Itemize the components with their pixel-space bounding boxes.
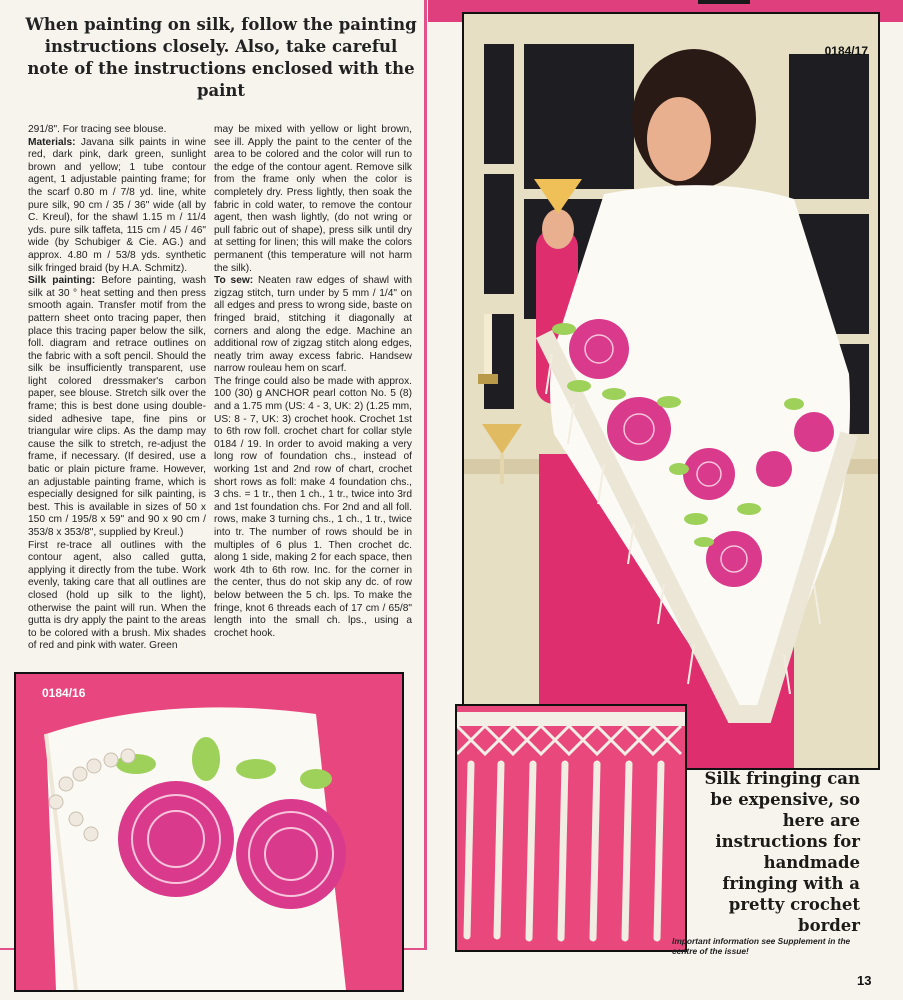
scarf-photo [14,672,404,992]
silk-painting-label: Silk painting: [28,275,96,287]
fringe-caption: Silk fringing can be expensive, so here are instructions for handmade fringing with a pretty crochet border [704,769,860,935]
shawl-photo [462,12,880,770]
top-dark-strip [698,0,750,4]
text-column-2 [214,124,412,640]
fringe-photo [455,704,687,952]
shawl-illustration [464,14,878,768]
materials-text: Javana silk paints in wine red, dark pink, dark green, sunlight brown and yellow; 1 tube contour agent, 1 adjustable painting frame; for the scarf 0.80 m / 7/8 yd. line, white pure silk, 90 cm / 35 / 36" wide (all by C. Kreul), for the shawl 1.15 m / 11/4 yds. pure silk taffeta, 115 cm / 45 / 46" wide (by Schubiger & Cie. AG.) and approx. 4.80 m / 53/8 yds. synthetic silk fringed braid (by H.A. Schmitz). [28,136,206,274]
scarf-illustration [16,674,402,990]
sew-paragraph [214,275,412,376]
supplement-note: Important information see Supplement in the centre of the issue! [672,936,851,956]
headline: When painting on silk, follow the painting instructions closely. Also, take careful note of the instructions enclosed with the paint [25,15,417,100]
page-number: 13 [857,973,872,988]
photo-code-main: 0184/17 [824,44,868,58]
sew-text: Neaten raw edges of shawl with zigzag stitch, turn under by 5 mm / 1/4" on all edges and press to wrong side, baste on fringed braid, stitching it diagonally at corners and along the edge. Machine an additional row of zigzag stitch along edges, neatly trim away excess fabric. Handsew narrow rouleau hem on scarf. [214,275,413,375]
paint-paragraph: may be mixed with yellow or light brown, see ill. Apply the paint to the center of the area to be colored and the color will run to the edge of the contour agent. Remove silk from the frame only when the color is completely dry. Press lightly, then soak the fabric in cold water, to remove the contour agent, then wash lightly, (do not wring or pull fabric out of shape), press silk until dry at setting for linen; this will make the colors permanent (this temperature will not harm the silk). [214,124,412,274]
fringe-paragraph: The fringe could also be made with approx. 100 (30) g ANCHOR pearl cotton No. 5 (8) and a 1.75 mm (US: 4 - 3, UK: 2) (1.25 mm, US: 8 - 7, UK: 3) crochet hook. Crochet 1st to 6th row foll. crochet chart for collar style 0184 / 19. In order to avoid making a very long row of foundation chs., instead of working 1st and 2nd row of chart, crochet short rows as foll: make 4 foundation chs., 3 chs. = 1 tr., then 1 ch., 1 tr., twice into 3rd and 1st foundation chs. For 2nd and all foll. rows, make 3 turning chs., 1 ch., 1 tr., twice into tr. The number of rows should be in multiples of 6 plus 1. Then crochet dc. along 1 side, making 2 for each space, then work 4th to 6th row. Inc. for the corner in the center, thus do not skip any dc. of row below between the 5 ch. lps. To make the fringe, knot 6 threads each of 17 cm / 65/8" length into the small ch. lps., using a crochet hook. [214,375,412,639]
retrace-paragraph: First re-trace all outlines with the contour agent, also called gutta, applying it directly from the tube. Work evenly, taking care that all outlines are closed (hold up silk to the light), otherwise the paint will run. When the gutta is dry apply the paint to the areas to be colored with a brush. Mix shades of red and pink with water. Green [28,539,206,652]
fringe-illustration [457,706,685,950]
intro-text: 291/8". For tracing see blouse. [28,124,167,135]
silk-painting-text: Before painting, wash silk at 30 ° heat setting and then press smooth again. Transfer motif from the pattern sheet onto tracing paper, then place this tracing paper below the silk, foll. diagram and retrace outlines on the fabric with a soft pencil. Should the silk be insufficiently transparent, use light colored dressmaker's carbon paper, see blouse. Stretch silk over the frame; this is best done using double-sided adhesive tape, fine pins or triangular wire clips. As the damp may cause the silk to stretch, re-adjust the frame, if necessary. (If desired, use a batic or plain picture frame. However, an adjustable painting frame, which is especially designed for silk painting, is best. This is available in sizes of 50 x 150 cm / 195/8 x 59" and 90 x 90 cm / 353/8 x 353/8", supplied by Kreul.) [28,275,206,538]
text-column-1 [28,124,206,653]
silk-painting-paragraph [28,275,206,539]
materials-label: Materials: [28,136,76,148]
materials-paragraph [28,137,206,276]
sew-label: To sew: [214,275,254,287]
photo-code-scarf: 0184/16 [42,686,86,700]
column-divider [424,0,427,948]
